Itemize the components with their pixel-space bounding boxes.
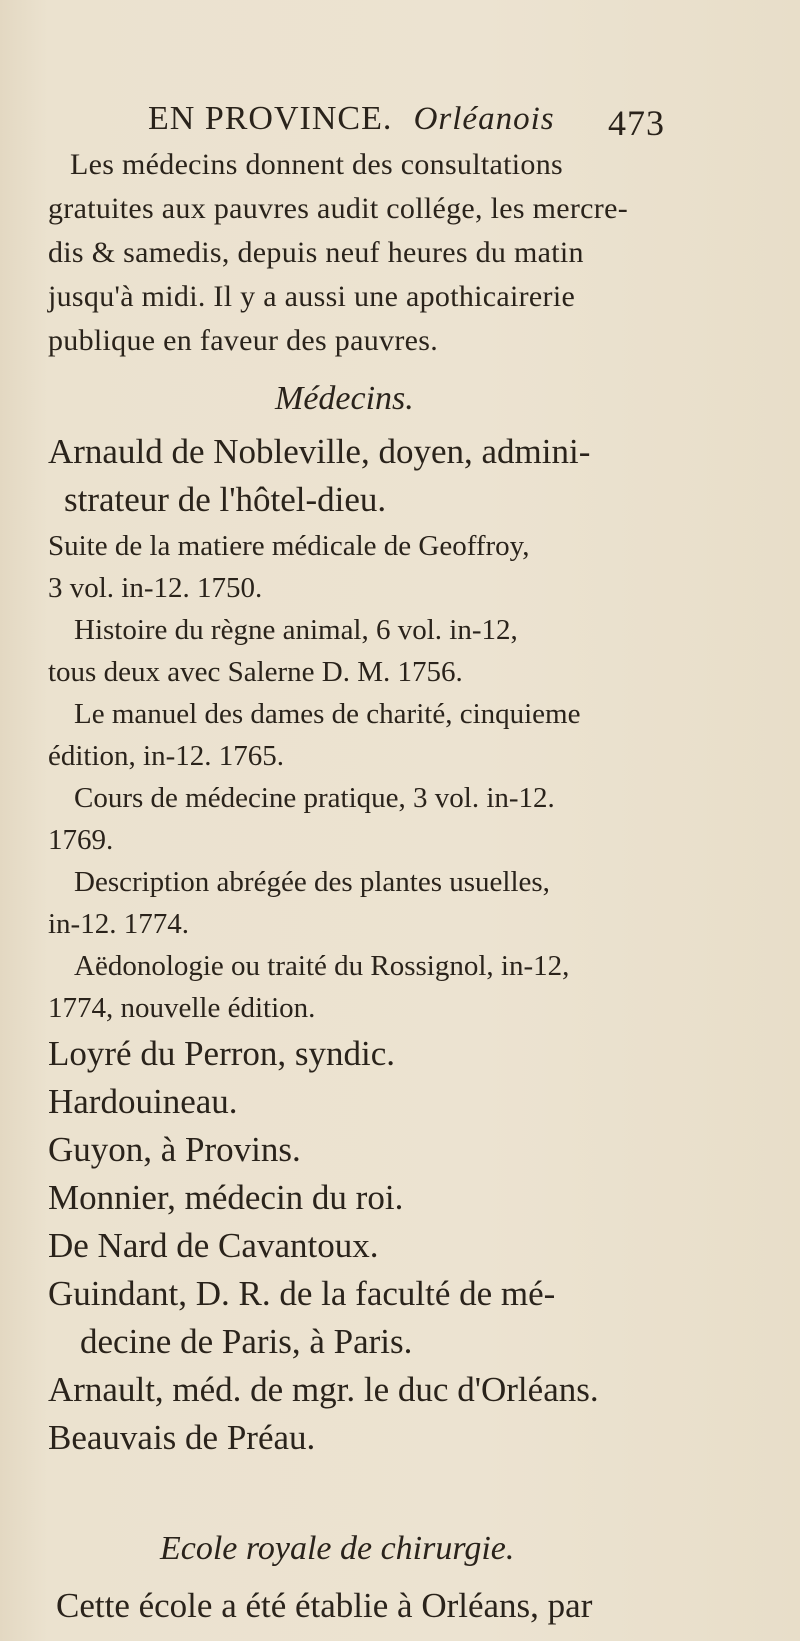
section-title-medecins: Médecins. <box>275 380 414 417</box>
entry-line: 1769. <box>48 824 114 856</box>
entry-line: 3 vol. in-12. 1750. <box>48 572 263 604</box>
running-header <box>148 100 665 143</box>
entry-line: Guyon, à Provins. <box>48 1130 301 1169</box>
running-title: EN PROVINCE. <box>148 100 393 137</box>
entry-line: tous deux avec Salerne D. M. 1756. <box>48 656 463 688</box>
intro-line: gratuites aux pauvres audit collége, les mercre- <box>48 192 628 225</box>
last-line: Cette école a été établie à Orléans, par <box>56 1586 593 1625</box>
entry-line: decine de Paris, à Paris. <box>80 1322 413 1361</box>
entry-line: Monnier, médecin du roi. <box>48 1178 404 1217</box>
header-place: Orléanois <box>413 101 555 137</box>
entry-line: Arnauld de Nobleville, doyen, admini- <box>48 432 591 471</box>
entry-line: Cours de médecine pratique, 3 vol. in-12. <box>74 782 555 814</box>
entry-line: édition, in-12. 1765. <box>48 740 285 772</box>
entry-line: Hardouineau. <box>48 1082 238 1121</box>
entry-line: Arnault, méd. de mgr. le duc d'Orléans. <box>48 1370 599 1409</box>
intro-line: Les médecins donnent des consultations <box>70 148 563 181</box>
entry-line: Histoire du règne animal, 6 vol. in-12, <box>74 614 518 646</box>
page-number: 473 <box>608 103 665 143</box>
entry-line: Guindant, D. R. de la faculté de mé- <box>48 1274 556 1313</box>
entry-line: Beauvais de Préau. <box>48 1418 316 1457</box>
entry-line: Description abrégée des plantes usuelles, <box>74 866 550 898</box>
intro-line: publique en faveur des pauvres. <box>48 324 438 357</box>
entry-line: Le manuel des dames de charité, cinquieme <box>74 698 581 730</box>
entry-line: in-12. 1774. <box>48 908 189 940</box>
entry-line: 1774, nouvelle édition. <box>48 992 316 1024</box>
entry-line: Suite de la matiere médicale de Geoffroy, <box>48 530 530 562</box>
entry-line: strateur de l'hôtel-dieu. <box>64 480 387 519</box>
entry-line: Loyré du Perron, syndic. <box>48 1034 396 1073</box>
section-title-ecole: Ecole royale de chirurgie. <box>160 1530 515 1567</box>
intro-line: dis & samedis, depuis neuf heures du matin <box>48 236 584 269</box>
entry-line: De Nard de Cavantoux. <box>48 1226 379 1265</box>
intro-line: jusqu'à midi. Il y a aussi une apothicairerie <box>48 280 576 313</box>
entry-line: Aëdonologie ou traité du Rossignol, in-12, <box>74 950 570 982</box>
